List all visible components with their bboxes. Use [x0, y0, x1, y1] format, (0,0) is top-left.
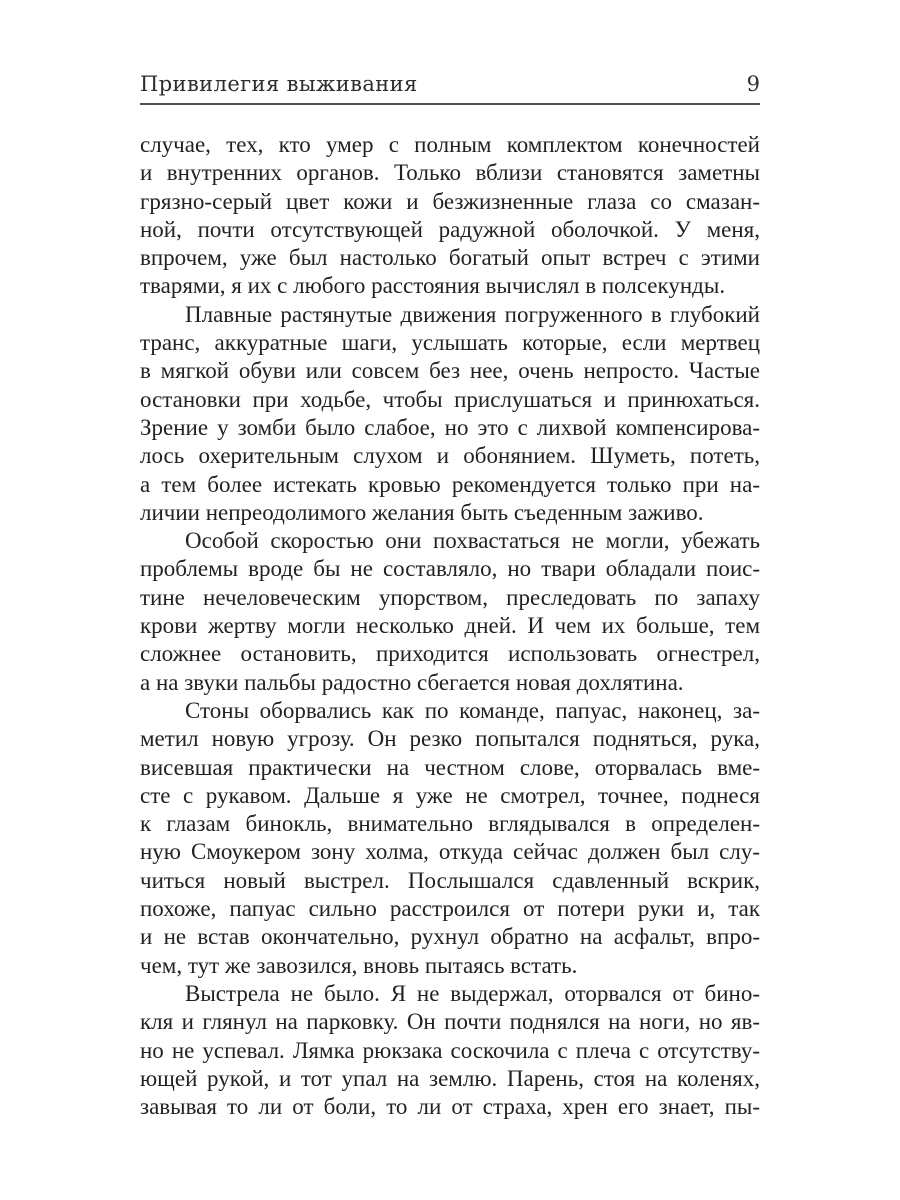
text-line: но не успевал. Лямка рюкзака соскочила с плеча с отсутству- — [140, 1037, 760, 1063]
paragraph — [140, 697, 760, 980]
text-line: тварями, я их с любого расстояния вычислял в полсекунды. — [140, 273, 726, 299]
text-line: завывая то ли от боли, то ли от страха, хрен его знает, пы- — [140, 1094, 760, 1120]
text-line: грязно-серый цвет кожи и безжизненные глаза со смазан- — [140, 188, 760, 214]
paragraph — [140, 527, 760, 697]
text-line: Выстрела не было. Я не выдержал, оторвался от бино- — [185, 980, 760, 1006]
text-line: сте с рукавом. Дальше я уже не смотрел, точнее, поднеся — [140, 782, 760, 808]
text-line: Зрение у зомби было слабое, но это с лихвой компенсирова- — [140, 414, 760, 440]
text-line: а тем более истекать кровью рекомендуется только при на- — [140, 471, 760, 497]
text-line: а на звуки пальбы радостно сбегается новая дохлятина. — [140, 669, 684, 695]
text-line: ную Смоукером зону холма, откуда сейчас должен был слу- — [140, 839, 760, 865]
text-line: личии непреодолимого желания быть съеденным заживо. — [140, 499, 704, 525]
text-line: транс, аккуратные шаги, услышать которые, если мертвец — [140, 330, 760, 356]
page-number: 9 — [746, 72, 760, 96]
text-line: ной, почти отсутствующей радужной оболочкой. У меня, — [140, 216, 760, 242]
paragraph — [140, 131, 760, 301]
text-line: висевшая практически на честном слове, оторвалась вме- — [140, 754, 760, 780]
paragraph — [140, 301, 760, 527]
text-line: чем, тут же завозился, вновь пытаясь встать. — [140, 952, 578, 978]
text-line: проблемы вроде бы не составляло, но твари обладали поис- — [140, 556, 760, 582]
text-line: Особой скоростью они похвастаться не могли, убежать — [185, 528, 760, 554]
text-line: Стоны оборвались как по команде, папуас, наконец, за- — [185, 697, 760, 723]
text-line: ющей рукой, и тот упал на землю. Парень, стоя на коленях, — [140, 1065, 760, 1091]
text-line: тине нечеловеческим упорством, преследовать по запаху — [140, 584, 760, 610]
page-body-text — [140, 131, 760, 1121]
text-line: крови жертву могли несколько дней. И чем их больше, тем — [140, 613, 760, 639]
text-line: и внутренних органов. Только вблизи становятся заметны — [140, 160, 760, 186]
text-line: и не встав окончательно, рухнул обратно на асфальт, впро- — [140, 924, 760, 950]
text-line: впрочем, уже был настолько богатый опыт встреч с этими — [140, 245, 760, 271]
text-line: кля и глянул на парковку. Он почти поднялся на ноги, но яв- — [140, 1009, 760, 1035]
text-line: остановки при ходьбе, чтобы прислушаться и принюхаться. — [140, 386, 760, 412]
text-line: лось охерительным слухом и обонянием. Шуметь, потеть, — [140, 443, 760, 469]
text-line: читься новый выстрел. Послышался сдавленный вскрик, — [140, 867, 760, 893]
text-line: в мягкой обуви или совсем без нее, очень непросто. Частые — [140, 358, 760, 384]
text-line: метил новую угрозу. Он резко попытался подняться, рука, — [140, 726, 760, 752]
text-line: сложнее остановить, приходится использовать огнестрел, — [140, 641, 760, 667]
text-line: к глазам бинокль, внимательно вглядывался в определен- — [140, 811, 760, 837]
running-header — [140, 72, 760, 105]
running-head-title: Привилегия выживания — [140, 72, 418, 96]
text-line: Плавные растянутые движения погруженного в глубокий — [185, 301, 760, 327]
text-line: похоже, папуас сильно расстроился от потери руки и, так — [140, 896, 760, 922]
text-line: случае, тех, кто умер с полным комплектом конечностей — [140, 132, 760, 157]
paragraph — [140, 980, 760, 1121]
